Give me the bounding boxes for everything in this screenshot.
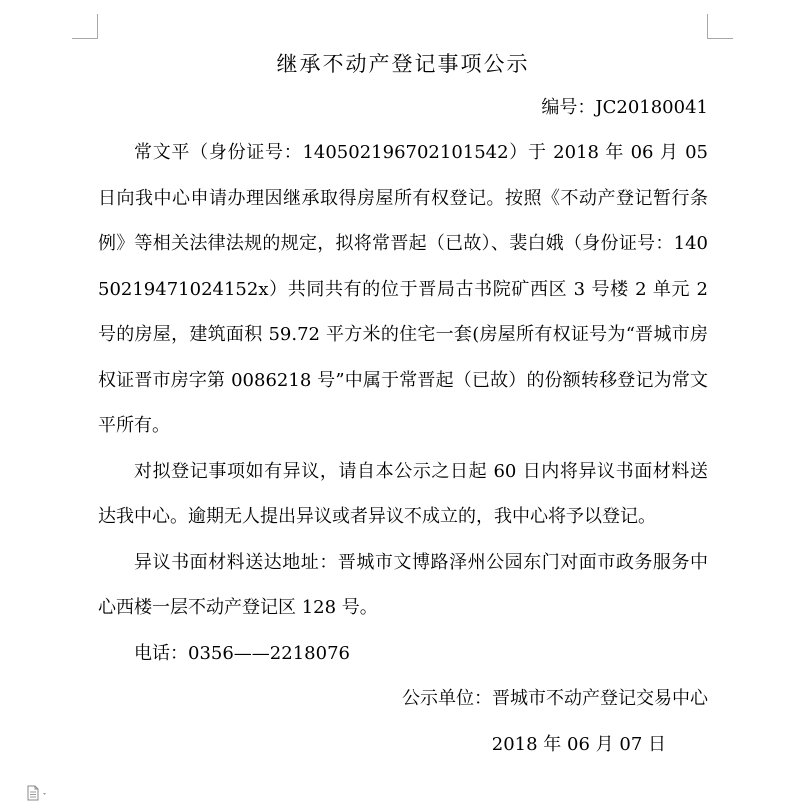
document-icon[interactable] [26,785,50,801]
paragraph-main: 常文平（身份证号：140502196702101542）于 2018 年 06 月 05 日向我中心申请办理因继承取得房屋所有权登记。按照《不动产登记暂行条例》等相关法律法规的规定，拟将常晋起（已故）、裴白娥（身份证号：14050219471024152x）共同共有的位于晋局古书院矿西区 3 号楼 2 单元 2 号的房屋，建筑面积 59.72 平方米的住宅一套(房屋所有权证号为“晋城市房权证晋市房字第 0086218 号”中属于常晋起（已故）的份额转移登记为常文平所有。 [98,142,708,436]
document-number: 编号：JC20180041 [541,97,708,118]
paragraph-phone: 电话：0356——2218076 [134,642,350,664]
document-title: 继承不动产登记事项公示 [276,52,530,76]
crop-mark-top-right-vertical [707,14,708,39]
paragraph-address: 异议书面材料送达地址：晋城市文博路泽州公园东门对面市政务服务中心西楼一层不动产登记区 128 号。 [98,551,708,618]
document-page [98,44,708,767]
crop-mark-top-right-horizontal [707,38,733,39]
crop-mark-top-left-horizontal [72,38,98,39]
issuer-line: 公示单位：晋城市不动产登记交易中心 [402,688,708,709]
crop-mark-top-left-vertical [97,14,98,39]
paragraph-objection: 对拟登记事项如有异议，请自本公示之日起 60 日内将异议书面材料送达我中心。逾期无人提出异议或者异议不成立的，我中心将予以登记。 [98,460,708,527]
issue-date: 2018 年 06 月 07 日 [491,733,666,755]
